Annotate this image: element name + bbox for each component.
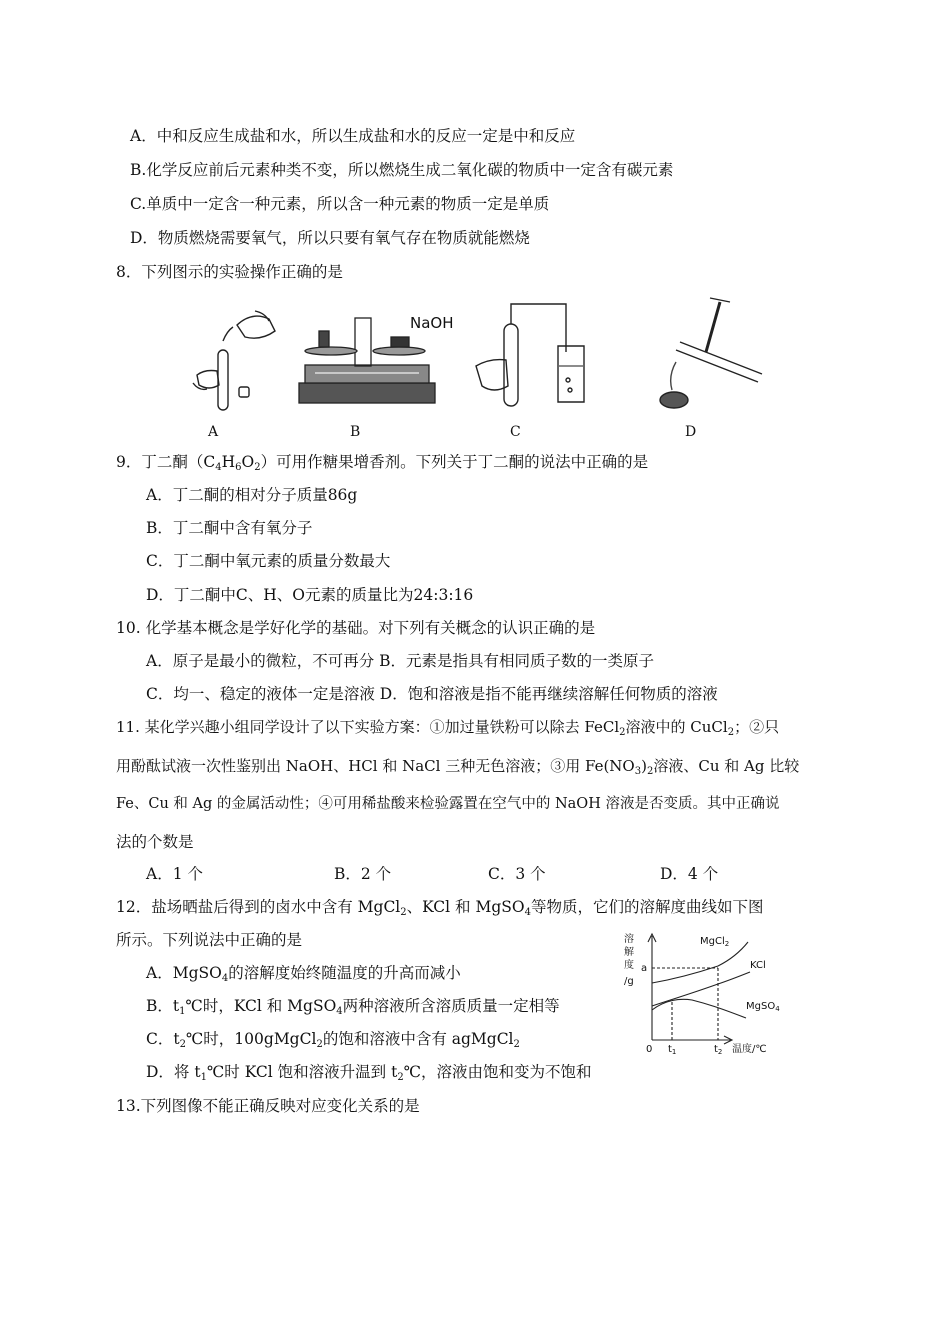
graph-xlabel: 温度/℃	[732, 1044, 767, 1055]
q12-line-1: 12．盐场晒盐后得到的卤水中含有 MgCl$_2$、KCl 和 MgSO$_4$等物质，它们的溶解度曲线如下图	[116, 898, 764, 918]
q9-option-d: D．丁二酮中C、H、O元素的质量比为24:3:16	[146, 586, 474, 604]
q7-option-d: D．物质燃烧需要氧气，所以只要有氧气存在物质就能燃烧	[130, 229, 530, 247]
q12-option-c: C．$t_2℃$时，100gMgCl$_2$的饱和溶液中含有 agMgCl$_2$	[146, 1030, 520, 1050]
graph-ylabel-3: 度	[624, 960, 634, 971]
q7-option-c: C.单质中一定含一种元素，所以含一种元素的物质一定是单质	[130, 195, 550, 213]
graph-a-label: a	[641, 963, 648, 974]
kcl-curve	[652, 972, 750, 1006]
q7-option-a: A．中和反应生成盐和水，所以生成盐和水的反应一定是中和反应	[130, 127, 576, 145]
q11-line-3: Fe、Cu 和 Ag 的金属活动性；④可用稀盐酸来检验露置在空气中的 NaOH 溶液是否变质。其中正确说	[116, 796, 780, 812]
figure-c-label: C	[510, 424, 521, 440]
graph-t2-label: $t_2$	[714, 1044, 723, 1056]
q12-line-2: 所示。下列说法中正确的是	[116, 931, 303, 949]
q11-option-b: B．2 个	[334, 865, 392, 883]
q13-stem: 13.下列图像不能正确反映对应变化关系的是	[116, 1097, 420, 1115]
naoh-label: NaOH	[410, 314, 454, 332]
q9-stem: 9．丁二酮$(C_4H_6O_2)$可用作糖果增香剂。下列关于丁二酮的说法中正确的是	[116, 453, 649, 473]
q8-stem: 8．下列图示的实验操作正确的是	[116, 263, 343, 281]
q11-option-c: C．3 个	[488, 865, 546, 883]
graph-kcl-label: KCl	[750, 960, 766, 971]
solubility-graph	[620, 928, 780, 1056]
q9-option-b: B．丁二酮中含有氧分子	[146, 519, 313, 537]
q11-option-d: D．4 个	[660, 865, 719, 883]
figure-d-label: D	[685, 424, 697, 440]
graph-t1-label: $t_1$	[668, 1044, 677, 1056]
q11-line-2: 用酚酞试液一次性鉴别出 NaOH、HCl 和 NaCl 三种无色溶液；③用 $Fe(NO_3)_2$溶液、Cu 和 Ag 比较	[116, 757, 800, 777]
q11-option-a: A．1 个	[146, 865, 203, 883]
figure-a-label: A	[208, 424, 219, 440]
mgcl2-curve	[652, 942, 748, 983]
figure-b-label: B	[350, 424, 361, 440]
graph-ylabel-4: /g	[624, 976, 634, 987]
graph-ylabel-2: 解	[624, 947, 634, 958]
q11-line-4: 法的个数是	[116, 833, 194, 851]
q7-option-b: B.化学反应前后元素种类不变，所以燃烧生成二氧化碳的物质中一定含有碳元素	[130, 161, 674, 179]
figure-c-airtightness	[468, 296, 598, 411]
q12-option-a: A．MgSO$_4$的溶解度始终随温度的升高而减小	[146, 964, 461, 984]
graph-origin-label: 0	[646, 1044, 653, 1055]
q12-option-d: D．将 $t_1℃$时 KCl 饱和溶液升温到 $t_2℃$，溶液由饱和变为不饱和	[146, 1063, 592, 1083]
q11-line-1: 11. 某化学兴趣小组同学设计了以下实验方案：①加过量铁粉可以除去 FeCl$_2$溶液中的 CuCl$_2$；②只	[116, 718, 780, 738]
mgso4-curve	[652, 999, 746, 1018]
graph-mgso4-label: MgSO$_4$	[746, 1001, 780, 1013]
figure-a-pouring	[185, 305, 285, 415]
q12-option-b: B．$t_1℃$时，KCl 和 MgSO$_4$两种溶液所含溶质质量一定相等	[146, 997, 560, 1017]
graph-mgcl2-label: MgCl$_2$	[700, 936, 730, 948]
q10-options-cd: C．均一、稳定的液体一定是溶液 D．饱和溶液是指不能再继续溶解任何物质的溶液	[146, 685, 718, 703]
graph-ylabel-1: 溶	[624, 934, 634, 945]
q10-options-ab: A．原子是最小的微粒，不可再分 B．元素是指具有相同质子数的一类原子	[146, 652, 655, 670]
q10-stem: 10. 化学基本概念是学好化学的基础。对下列有关概念的认识正确的是	[116, 619, 596, 637]
figure-d-heating	[650, 292, 770, 412]
q9-option-c: C．丁二酮中氧元素的质量分数最大	[146, 552, 391, 570]
q9-option-a: A．丁二酮的相对分子质量86g	[146, 486, 358, 504]
